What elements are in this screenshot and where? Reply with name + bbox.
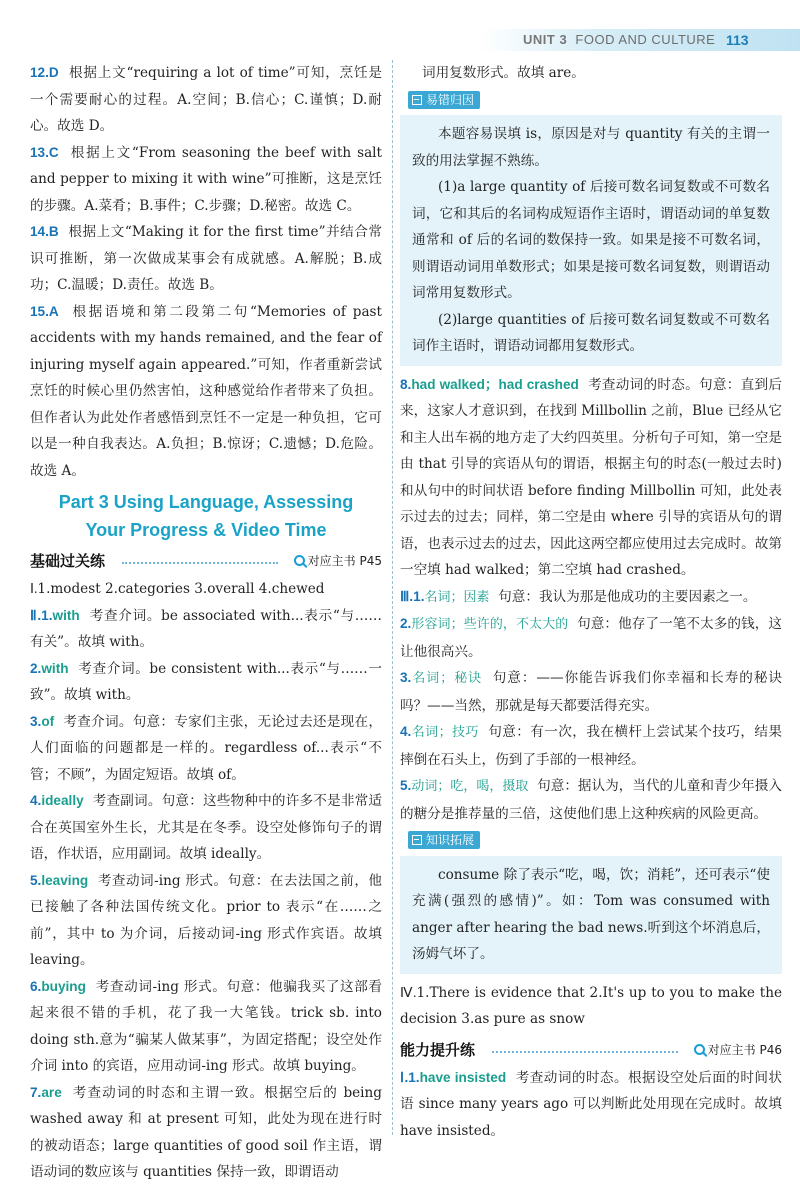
notebook-icon xyxy=(412,95,422,105)
answer-item-ii-7-continued: 词用复数形式。故填 are。 xyxy=(422,65,585,81)
knowledge-expansion-tag: 知识拓展 xyxy=(408,831,480,849)
knowledge-expansion-box xyxy=(400,856,782,974)
answer-item-iii-2: 2.形容词；些许的，不太大的 句意：他存了一笔不太多的钱，这让他很高兴。 xyxy=(400,616,782,660)
section-header-advanced xyxy=(400,1037,782,1065)
notebook-icon xyxy=(412,835,422,845)
error-analysis-box xyxy=(400,115,782,366)
answer-item-ii-2: 2.with 考查介词。be consistent with...表示“与……一致”。故填 with。 xyxy=(30,660,382,703)
answer-item-iii-1: Ⅲ.1.名词；因素 句意：我认为那是他成功的主要因素之一。 xyxy=(400,588,757,605)
knowledge-expansion-paragraph: consume 除了表示“吃，喝，饮；消耗”，还可表示“使充满(强烈的感情)”。如：Tom was consumed with anger after hearing the bad news.听到这个坏消息后，汤姆气坏了。 xyxy=(412,866,770,962)
section-title: 基础过关练 xyxy=(30,552,106,570)
search-icon xyxy=(694,1044,705,1055)
answer-item-ii-7: 7.are 考查动词的时态和主谓一致。根据空后的 being washed away 和 at present 可知，此处为现在进行时的被动语态；large quantities of good soil 作主语，谓语动词的数应该与 quantities 保持一致，即谓语动 xyxy=(30,1084,382,1180)
answer-item-iii-3: 3.名词；秘诀 句意：——你能告诉我们你幸福和长寿的秘诀吗？——当然，那就是每天都要活得充实。 xyxy=(400,670,782,714)
answer-item-iii-4: 4.名词；技巧 句意：有一次，我在横杆上尝试某个技巧，结果摔倒在石头上，伤到了手部的一根神经。 xyxy=(400,724,782,768)
part-title: Part 3 Using Language, Assessing Your Progress & Video Time xyxy=(58,492,354,540)
answer-item-13: 13.C 根据上文“From seasoning the beef with salt and pepper to mixing it with wine”可推断，这是烹饪的步骤。A.菜肴；B.事件；C.步骤；D.秘密。故选 C。 xyxy=(30,144,382,214)
section-header-basic xyxy=(30,548,382,576)
section-reference: 对应主书 P46 xyxy=(694,1037,782,1063)
error-analysis-paragraph: 本题容易误填 is，原因是对与 quantity 有关的主谓一致的用法掌握不熟练。 xyxy=(412,126,770,169)
answer-item-ii-6: 6.buying 考查动词-ing 形式。句意：他骗我买了这部看起来很不错的手机，花了我一大笔钱。trick sb. into doing sth.意为“骗某人做某事”，为固定搭配；设空处作介词 into 的宾语，应用动词-ing 形式。故填 buying。 xyxy=(30,978,382,1074)
answer-item-ii-3: 3.of 考查介词。句意：专家们主张，无论过去还是现在，人们面临的问题都是一样的。regardless of...表示“不管；不顾”，为固定短语。故填 of。 xyxy=(30,713,382,783)
section-divider xyxy=(492,1051,678,1053)
answer-item-i: Ⅰ.1.modest 2.categories 3.overall 4.chewed xyxy=(30,581,325,597)
section-reference: 对应主书 P45 xyxy=(294,548,382,574)
answer-item-advanced-i-1: Ⅰ.1.have insisted 考查动词的时态。根据设空处后面的时间状语 since many years ago 可以判断此处用现在完成时。故填 have insisted。 xyxy=(400,1069,782,1139)
error-analysis-tag: 易错归因 xyxy=(408,91,480,109)
answer-item-14: 14.B 根据上文“Making it for the first time”并结合常识可推断，第一次做成某事会有成就感。A.解脱；B.成功；C.温暖；D.责任。故选 B。 xyxy=(30,224,382,293)
answer-item-ii-1: Ⅱ.1.with 考查介词。be associated with...表示“与……有关”。故填 with。 xyxy=(30,607,382,650)
answer-item-ii-5: 5.leaving 考查动词-ing 形式。句意：在去法国之前，他已接触了各种法国传统文化。prior to 表示“在……之前”，其中 to 为介词，后接动词-ing 形式作宾语。故填 leaving。 xyxy=(30,872,382,968)
section-title: 能力提升练 xyxy=(400,1040,476,1059)
column-divider xyxy=(392,60,393,1135)
left-column xyxy=(30,60,382,1185)
answer-item-12: 12.D 根据上文“requiring a lot of time”可知，烹饪是一个需要耐心的过程。A.空间；B.信心；C.谨慎；D.耐心。故选 D。 xyxy=(30,65,382,134)
search-icon xyxy=(294,555,305,566)
page-header xyxy=(480,29,800,51)
answer-item-15: 15.A 根据语境和第二段第二句“Memories of past accidents with my hands remained, and the fear of injuring myself again appeared.”可知，作者重新尝试烹饪的时候心里仍然害怕，这种感觉给作者带来了负担。但作者认为此处作者感悟到烹饪不一定是一种负担，它可以是一种自我表达。A.负担；B.惊讶；C.遗憾；D.危险。故选 A。 xyxy=(30,303,382,479)
unit-label: UNIT 3 FOOD AND CULTURE xyxy=(523,32,716,47)
knowledge-expansion-block xyxy=(400,827,782,974)
error-analysis-paragraph: (2)large quantities of 后接可数名词复数或不可数名词作主语时，谓语动词都用复数形式。 xyxy=(412,311,770,354)
section-divider xyxy=(122,562,278,564)
error-analysis-block xyxy=(400,87,782,366)
error-analysis-paragraph: (1)a large quantity of 后接可数名词复数或不可数名词，它和其后的名词构成短语作主语时，谓语动词的单复数通常和 of 后的名词的数保持一致。如果是接不可数名词，则谓语动词用单数形式；如果是接可数名词复数，则谓语动词常用复数形式。 xyxy=(412,179,770,301)
answer-item-iv: Ⅳ.1.There is evidence that 2.It's up to you to make the decision 3.as pure as snow xyxy=(400,984,782,1027)
answer-item-ii-4: 4.ideally 考查副词。句意：这些物种中的许多不是非常适合在英国室外生长，尤其是在冬季。设空处修饰句子的谓语，作状语，应用副词。故填 ideally。 xyxy=(30,793,382,862)
answer-item-iii-5: 5.动词；吃，喝，摄取 句意：据认为，当代的儿童和青少年摄入的糖分是推荐量的三倍，这使他们患上这种疾病的风险更高。 xyxy=(400,778,782,822)
page-number: 113 xyxy=(726,32,749,48)
right-column xyxy=(400,60,782,1144)
answer-item-ii-8: 8.had walked；had crashed 考查动词的时态。句意：直到后来，这家人才意识到，在找到 Millbollin 之前，Blue 已经从它和主人出车祸的地方走了大约四英里。分析句子可知，第一空是由 that 引导的宾语从句的谓语，根据主句的时态(一般过去时)和从句中的时间状语 before finding Millbollin 可知，此处表示过去的过去；同样，第二空是由 where 引导的宾语从句的谓语，也表示过去的过去，因此这两空都应使用过去完成时。故第一空填 had walked；第二空填 had crashed。 xyxy=(400,376,782,578)
